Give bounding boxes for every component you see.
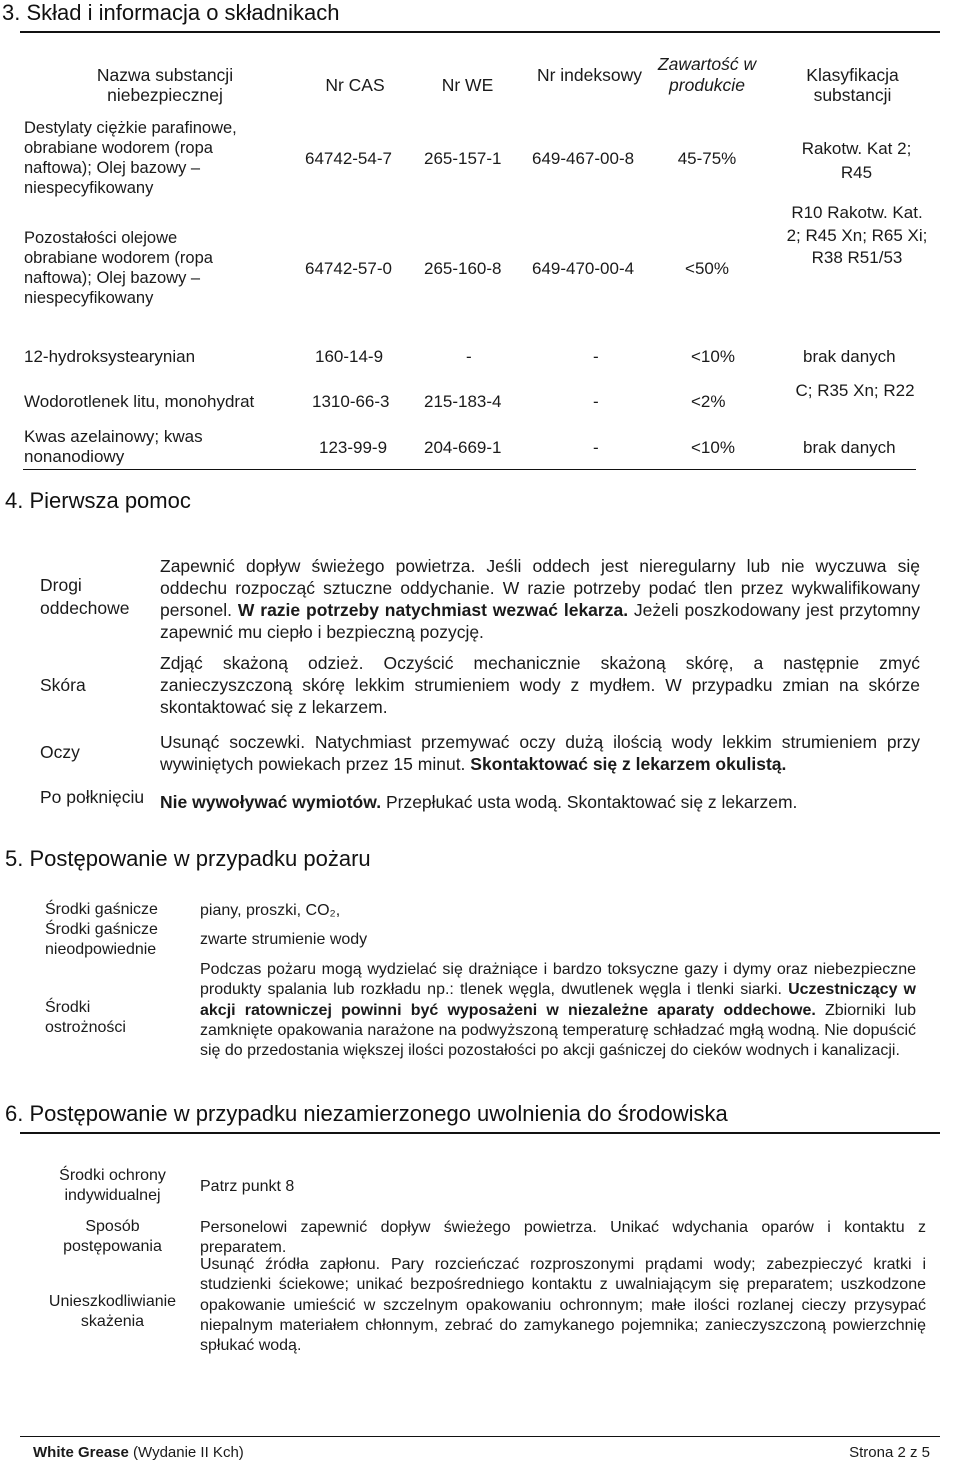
table-row-1-name: Destylaty ciężkie parafinowe, obrabiane wodorem (ropa naftowa); Olej bazowy – niespecyfikowany (24, 119, 237, 197)
table-row-4-index: - (593, 392, 599, 411)
table-row-3-we: - (466, 347, 472, 366)
section4-title: 4. Pierwsza pomoc (5, 488, 191, 513)
table-row-5-index: - (593, 438, 599, 457)
table-row-2-name: Pozostałości olejowe obrabiane wodorem (ropa naftowa); Olej bazowy – niespecyfikowany (24, 229, 213, 307)
section3-rule (20, 31, 940, 33)
table-row-3-cas: 160-14-9 (315, 347, 384, 366)
table-row-5-we: 204-669-1 (424, 438, 502, 457)
release-label-cleanup: Unieszkodliwianie skażenia (48, 1293, 177, 1330)
header-substance-name: Nazwa substancji niebezpiecznej (96, 65, 234, 105)
fire-text-extinguishing: piany, proszki, CO₂, (200, 902, 341, 919)
table-row-3-content: <10% (691, 347, 735, 366)
fire-label-extinguishing: Środki gaśnicze (45, 901, 158, 918)
first-aid-text-eyes: Usunąć soczewki. Natychmiast przemywać oczy dużą ilością wody lekkim strumieniem przy wywiniętych powiekach przez 15 minut. Skontaktować się z lekarzem okulistą. (160, 732, 920, 774)
table-row-4-name: Wodorotlenek litu, monohydrat (24, 392, 255, 411)
table-row-5-cas: 123-99-9 (319, 438, 388, 457)
fire-label-unsuitable: Środki gaśnicze nieodpowiednie (45, 921, 158, 958)
table-row-5-name: Kwas azelainowy; kwas nonanodiowy (24, 427, 203, 466)
footer-rule (20, 1436, 940, 1437)
table-row-2-class: R10 Rakotw. Kat. 2; R45 Xn; R65 Xi; R38 R51/53 (786, 203, 928, 267)
table-row-3-index: - (593, 347, 599, 366)
header-index: Nr indeksowy (536, 65, 643, 85)
table-row-4-class: C; R35 Xn; R22 (795, 381, 915, 400)
release-text-cleanup: Usunąć źródła zapłonu. Pary rozcieńczać rozproszonymi prądami wody; zabezpieczyć kratki i studzienki ściekowe; unikać bezpośredniego kontaktu z uwalniającym się preparatem; uszkodzone opakowanie umieścić w szczelnym opakowaniu ochronnym; małe ilości rozlanej cieczy przysypać niepalnym materiałem chłonnym, zebrać do zamykanego pojemnika; zanieczyszczoną powierzchnię spłukać wodą. (200, 1256, 926, 1355)
first-aid-label-skin: Skóra (40, 675, 86, 695)
table-row-2-index: 649-470-00-4 (532, 259, 635, 278)
table-row-4-cas: 1310-66-3 (312, 392, 390, 411)
section3-title: 3. Skład i informacja o składnikach (2, 0, 340, 25)
table-row-3-class: brak danych (803, 347, 896, 366)
table-row-2-cas: 64742-57-0 (305, 259, 392, 278)
table-row-3-name: 12-hydroksystearynian (24, 347, 196, 366)
section6-title: 6. Postępowanie w przypadku niezamierzonego uwolnienia do środowiska (5, 1101, 728, 1126)
first-aid-label-ingestion: Po połknięciu (40, 787, 145, 807)
footer-product: White Grease (Wydanie II Kch) (33, 1444, 244, 1461)
table-row-5-class: brak danych (803, 438, 896, 457)
table-row-1-cas: 64742-54-7 (305, 149, 392, 168)
first-aid-text-skin: Zdjąć skażoną odzież. Oczyścić mechanicznie skażoną skórę, a następnie zmyć zanieczyszczoną skórę lekkim strumieniem wody z mydłem. W przypadku zmian na skórze skontaktować się z lekarzem. (160, 653, 920, 717)
release-label-procedure: Sposób postępowania (63, 1218, 162, 1255)
header-classification: Klasyfikacja substancji (806, 65, 899, 105)
section5-title: 5. Postępowanie w przypadku pożaru (5, 846, 371, 871)
first-aid-label-respiratory: Drogi oddechowe (40, 575, 130, 618)
first-aid-text-ingestion: Nie wywoływać wymiotów. Przepłukać usta wodą. Skontaktować się z lekarzem. (160, 792, 798, 812)
table-row-1-class: Rakotw. Kat 2; R45 (801, 139, 912, 182)
release-text-procedure: Personelowi zapewnić dopływ świeżego powietrza. Unikać wdychania oparów i kontaktu z preparatem. (200, 1219, 926, 1257)
header-content: Zawartość w produkcie (657, 54, 757, 95)
first-aid-label-eyes: Oczy (40, 742, 80, 762)
table-row-4-we: 215-183-4 (424, 392, 502, 411)
table-bottom-rule (23, 469, 916, 470)
fire-text-precautions: Podczas pożaru mogą wydzielać się drażniące i bardzo toksyczne gazy i dymy oraz niebezpieczne produkty spalania lub rozkładu np.: tlenek węgla, dwutlenek węgla i tlenki siarki. Uczestniczący w akcji ratowniczej powinni być wyposażeni w niezależne aparaty oddechowe. Zbiorniki lub zamknięte opakowania narażone na podwyższoną temperaturę schładzać mgłą wodną. Nie dopuścić się do przedostania większej ilości pozostałości po akcji gaśniczej do cieków wodnych i kanalizacji. (200, 961, 917, 1060)
table-row-1-index: 649-467-00-8 (532, 149, 635, 168)
first-aid-text-respiratory: Zapewnić dopływ świeżego powietrza. Jeśli oddech jest nieregularny lub nie wyczuwa się oddechu rozpocząć sztuczne oddychanie. W razie potrzeby podać tlen przez wykwalifikowany personel. W razie potrzeby natychmiast wezwać lekarza. Jeżeli poszkodowany jest przytomny zapewnić mu ciepło i bezpieczną pozycję. (160, 556, 920, 642)
table-row-2-we: 265-160-8 (424, 259, 502, 278)
table-row-2-content: <50% (685, 259, 729, 278)
fire-label-precautions: Środki ostrożności (45, 999, 126, 1036)
release-text-protection: Patrz punkt 8 (200, 1178, 295, 1195)
footer-page-number: Strona 2 z 5 (849, 1444, 930, 1461)
header-we: Nr WE (441, 75, 494, 95)
table-row-4-content: <2% (691, 392, 726, 411)
section6-rule (20, 1132, 940, 1134)
header-cas: Nr CAS (325, 75, 385, 95)
fire-text-unsuitable: zwarte strumienie wody (200, 931, 368, 948)
table-row-1-content: 45-75% (677, 149, 737, 168)
table-row-1-we: 265-157-1 (424, 149, 502, 168)
table-row-5-content: <10% (691, 438, 735, 457)
release-label-protection: Środki ochrony indywidualnej (59, 1167, 166, 1204)
